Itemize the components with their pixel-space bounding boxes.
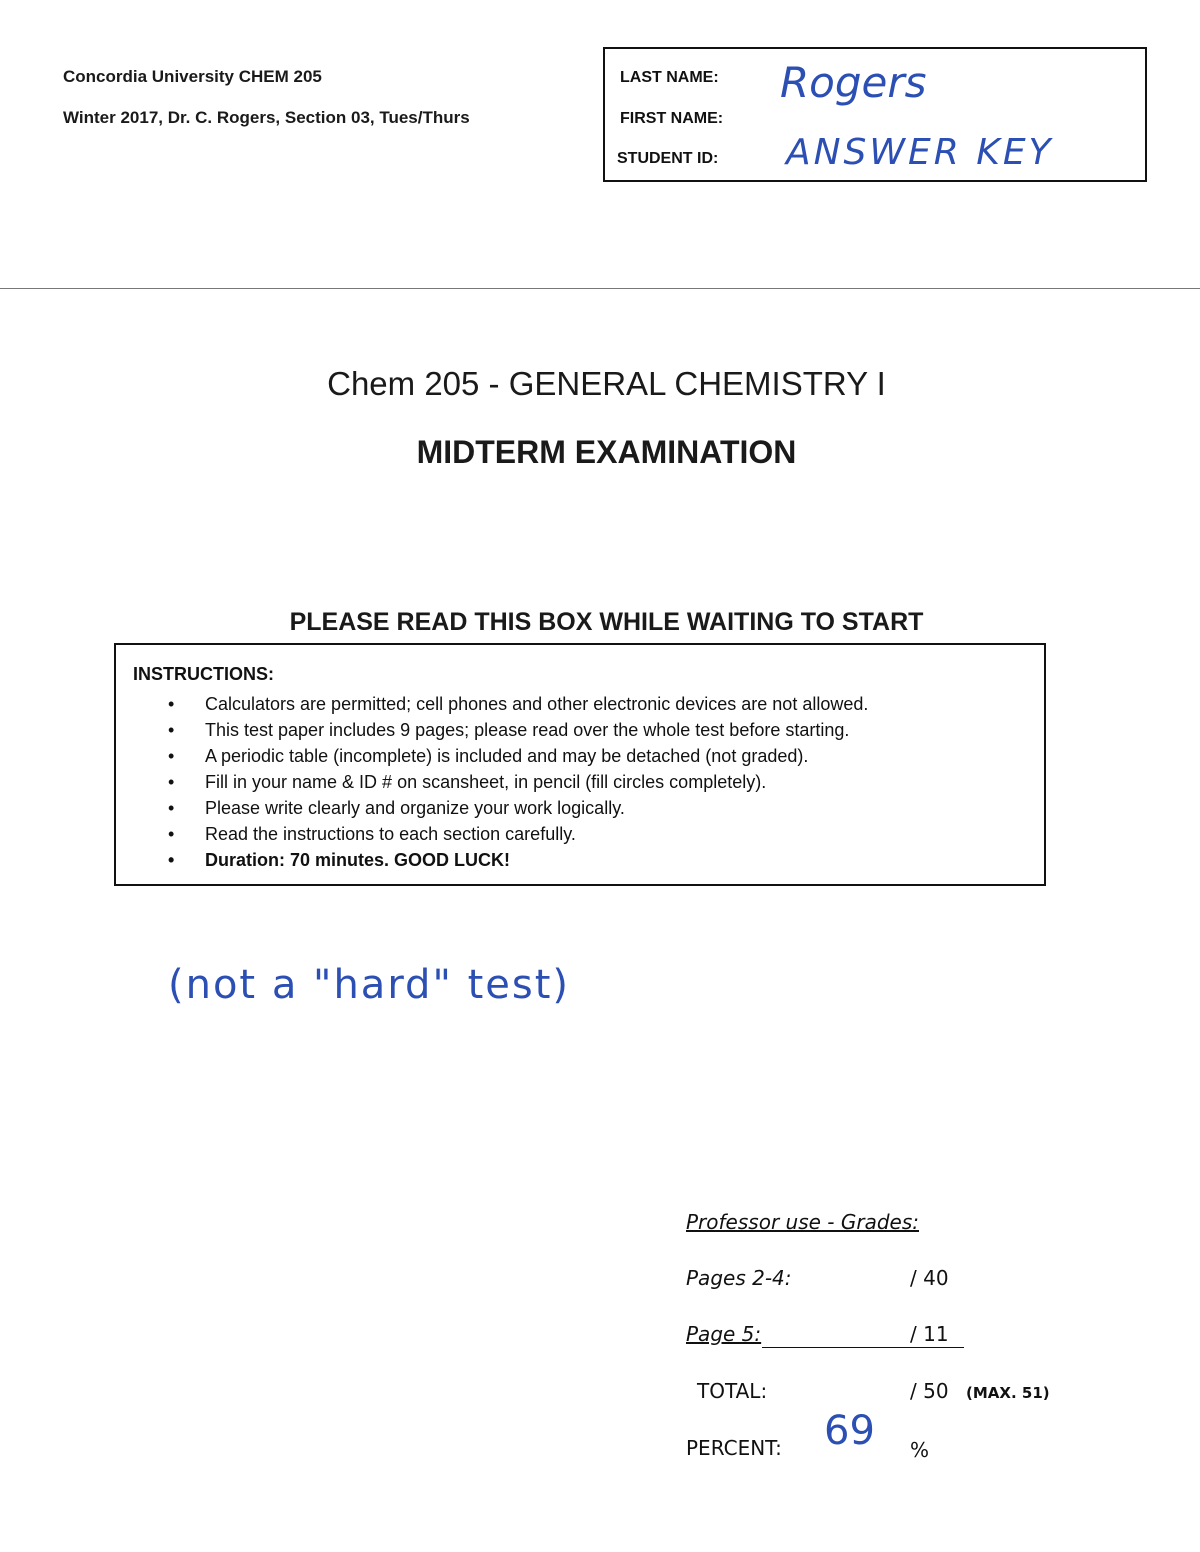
horizontal-divider	[0, 288, 1200, 289]
page-5-underline	[762, 1347, 964, 1348]
exam-title: MIDTERM EXAMINATION	[416, 434, 797, 470]
page-5-max: / 11	[910, 1322, 949, 1346]
university-line: Concordia University CHEM 205	[63, 67, 322, 86]
student-id-label: STUDENT ID:	[617, 150, 719, 167]
handwritten-student-id: ANSWER KEY	[786, 132, 1054, 173]
course-title: Chem 205 - GENERAL CHEMISTRY I	[327, 365, 886, 402]
percent-sign: %	[910, 1438, 930, 1462]
instruction-item: • A periodic table (incomplete) is included and may be detached (not graded).	[168, 743, 868, 769]
grades-heading: Professor use - Grades:	[686, 1210, 919, 1234]
instruction-item: • Fill in your name & ID # on scansheet, in pencil (fill circles completely).	[168, 769, 868, 795]
instruction-item: • Read the instructions to each section carefully.	[168, 821, 868, 847]
instruction-item: • This test paper includes 9 pages; please read over the whole test before starting.	[168, 717, 868, 743]
instructions-title: INSTRUCTIONS:	[133, 664, 274, 684]
total-max: / 50	[910, 1379, 949, 1403]
handwritten-percent: 69	[824, 1408, 875, 1454]
total-max-note: (MAX. 51)	[966, 1384, 1050, 1402]
instructions-box-heading: PLEASE READ THIS BOX WHILE WAITING TO START	[289, 608, 924, 636]
total-label: TOTAL:	[697, 1379, 768, 1403]
instruction-item: • Calculators are permitted; cell phones and other electronic devices are not allowed.	[168, 691, 868, 717]
handwritten-note: (not a "hard" test)	[168, 962, 570, 1008]
instructions-list	[168, 691, 868, 873]
instruction-item: • Please write clearly and organize your work logically.	[168, 795, 868, 821]
term-line: Winter 2017, Dr. C. Rogers, Section 03, Tues/Thurs	[63, 108, 470, 127]
instruction-item: • Duration: 70 minutes. GOOD LUCK!	[168, 847, 868, 873]
percent-label: PERCENT:	[686, 1436, 782, 1460]
pages-2-4-max: / 40	[910, 1266, 949, 1290]
pages-2-4-label: Pages 2-4:	[686, 1266, 792, 1290]
last-name-label: LAST NAME:	[620, 69, 719, 86]
handwritten-last-name: Rogers	[780, 58, 927, 107]
page-5-label: Page 5:	[686, 1322, 762, 1346]
first-name-label: FIRST NAME:	[620, 110, 724, 127]
